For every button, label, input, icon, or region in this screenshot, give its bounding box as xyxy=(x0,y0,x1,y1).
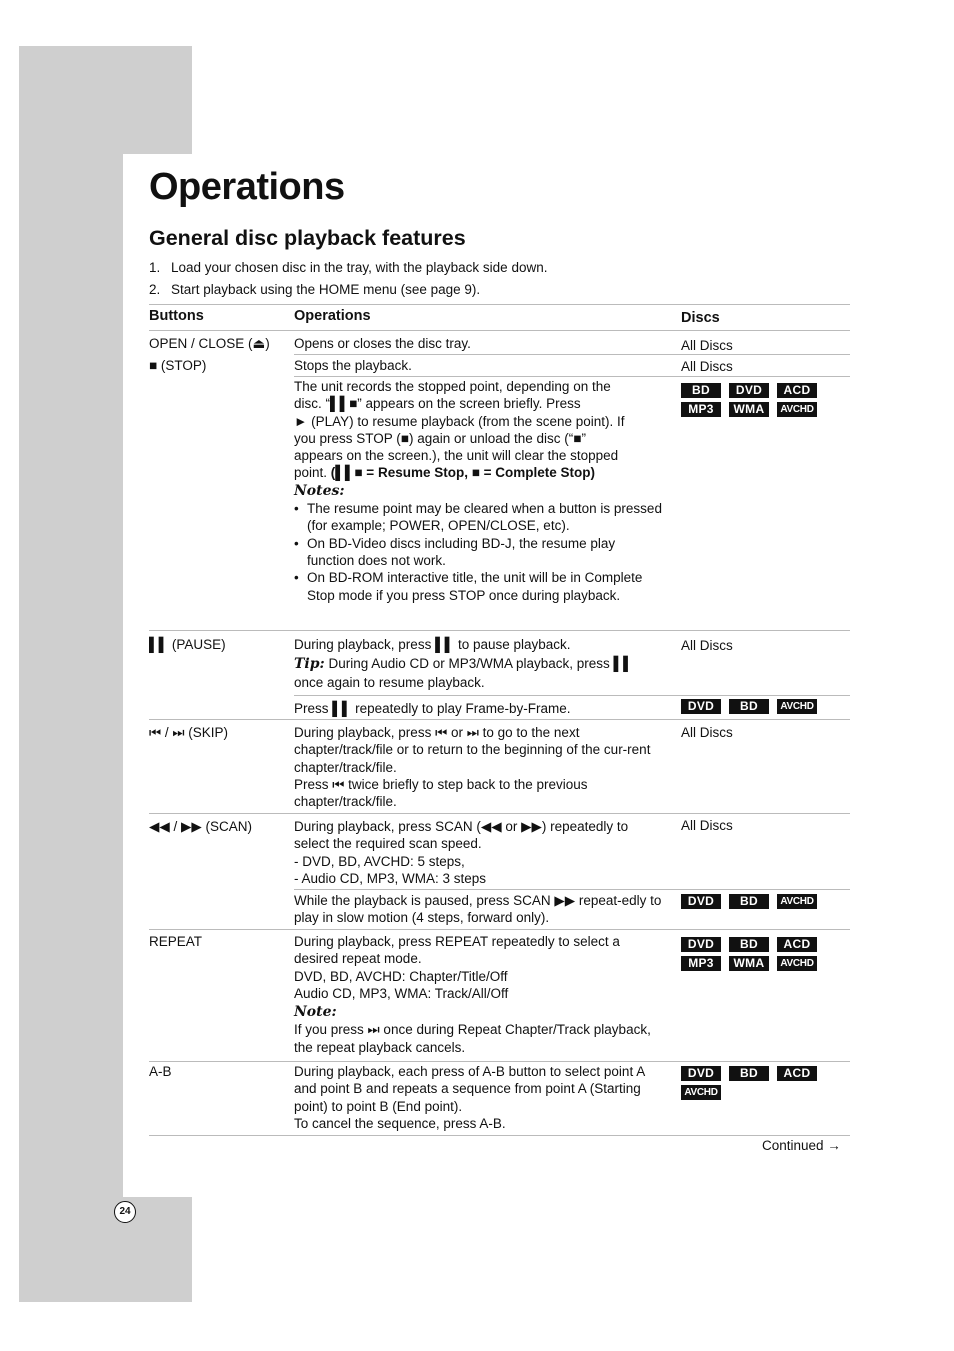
button-scan: ◀◀ / ▶▶ (SCAN) xyxy=(149,819,253,834)
button-repeat: REPEAT xyxy=(149,934,203,949)
table-top-rule xyxy=(149,304,850,305)
step-item: 1. Load your chosen disc in the tray, with the playback side down. xyxy=(149,260,548,275)
page-margin-bar xyxy=(19,46,123,1302)
tip-heading: Tip: xyxy=(294,656,325,673)
disc-badges-frame xyxy=(681,699,817,718)
header-buttons: Buttons xyxy=(149,308,204,324)
disc-badge: AVCHD xyxy=(681,1085,721,1100)
note-item: • On BD-ROM interactive title, the unit will be in Complete Stop mode if you press STOP once during playback. xyxy=(294,569,664,604)
op-stop: Stops the playback. xyxy=(294,358,412,373)
row-divider xyxy=(149,330,850,331)
disc-badge: DVD xyxy=(681,1066,721,1081)
disc-badge: ACD xyxy=(777,1066,817,1081)
disc-badge: BD xyxy=(681,383,721,398)
steps-list xyxy=(149,259,849,303)
disc-badge: MP3 xyxy=(681,402,721,417)
note-item: • On BD-Video discs including BD-J, the resume play function does not work. xyxy=(294,535,664,570)
op-scan: During playback, press SCAN (◀◀ or ▶▶) repeatedly to select the required scan speed. - DVD, BD, AVCHD: 5 steps, - Audio CD, MP3, WMA: 3 steps xyxy=(294,819,629,886)
section-title: General disc playback features xyxy=(149,226,466,250)
disc-badge: WMA xyxy=(729,402,769,417)
discs-stop: All Discs xyxy=(681,359,733,374)
step-item: 2. Start playback using the HOME menu (see page 9). xyxy=(149,282,481,297)
disc-badge: DVD xyxy=(681,937,721,952)
table-bottom-rule xyxy=(149,1135,850,1136)
button-pause: ▌▌ (PAUSE) xyxy=(149,637,226,652)
disc-badges-stop xyxy=(681,383,817,421)
op-a-b: During playback, each press of A-B button to select point A and point B and repeats a sequence from point A (Starting point) to point B (End point). To cancel the sequence, press A-B. xyxy=(294,1064,645,1131)
disc-badge: DVD xyxy=(681,894,721,909)
disc-badge: AVCHD xyxy=(777,956,817,971)
discs-scan: All Discs xyxy=(681,818,733,833)
disc-badge: BD xyxy=(729,1066,769,1081)
row-divider xyxy=(294,889,850,890)
disc-badge: ACD xyxy=(777,383,817,398)
discs-skip: All Discs xyxy=(681,725,733,740)
row-divider xyxy=(149,719,850,720)
disc-badge: BD xyxy=(729,699,769,714)
disc-badges-a-b xyxy=(681,1066,817,1104)
op-pause: During playback, press ▌▌ to pause playback. Tip: During Audio CD or MP3/WMA playback, press ▌▌ once again to resume playback. xyxy=(294,637,633,690)
button-a-b: A-B xyxy=(149,1064,172,1079)
button-open-close: OPEN / CLOSE (⏏) xyxy=(149,336,270,351)
note-item: • The resume point may be cleared when a button is pressed (for example; POWER, OPEN/CLOSE, etc). xyxy=(294,500,664,535)
disc-badge: BD xyxy=(729,937,769,952)
disc-badge: AVCHD xyxy=(777,699,817,714)
op-slow-motion: While the playback is paused, press SCAN ▶▶ repeat-edly to play in slow motion (4 steps, forward only). xyxy=(294,893,662,926)
op-repeat: During playback, press REPEAT repeatedly to select a desired repeat mode. DVD, BD, AVCHD: Chapter/Title/Off Audio CD, MP3, WMA: Track/All/Off Note: If you press ⏭ once during Repeat Chapter/Track playback, the repeat playback cancels. xyxy=(294,933,664,1056)
disc-badges-repeat xyxy=(681,937,817,975)
op-stop-resume: The unit records the stopped point, depending on the disc. “▌▌■” appears on the screen briefly. Press ► (PLAY) to resume playback (from the scene point). If you press STOP (■) again or unload the disc (“■” appears on the screen.), the unit will clear the stopped point. (▌▌■ = Resume Stop, ■ = Complete Stop) Notes: • The resume point may be cleared when a button is pressed (for example; POWER, OPEN/CLOSE, etc). • On BD-Video discs including BD-J, the resume play function does not work. • On BD-ROM interactive title, the unit will be in Complete Stop mode if you press STOP once during playback. xyxy=(294,378,664,604)
op-open-close: Opens or closes the disc tray. xyxy=(294,336,471,351)
button-skip: ⏮ / ⏭ (SKIP) xyxy=(149,725,229,740)
note-heading: Note: xyxy=(294,1004,337,1021)
disc-badge: BD xyxy=(729,894,769,909)
row-divider xyxy=(149,813,850,814)
row-divider xyxy=(294,376,850,377)
page-title: Operations xyxy=(149,166,345,208)
disc-badge: DVD xyxy=(681,699,721,714)
disc-badge: AVCHD xyxy=(777,894,817,909)
row-divider xyxy=(149,929,850,930)
discs-pause: All Discs xyxy=(681,638,733,653)
page-number: 24 xyxy=(114,1201,136,1223)
discs-open-close: All Discs xyxy=(681,338,733,353)
row-divider xyxy=(294,354,850,355)
row-divider xyxy=(294,695,850,696)
row-divider xyxy=(149,1061,850,1062)
disc-badge: WMA xyxy=(729,956,769,971)
op-frame-by-frame: Press ▌▌ repeatedly to play Frame-by-Frame. xyxy=(294,701,571,716)
disc-badges-slow xyxy=(681,894,817,913)
header-operations: Operations xyxy=(294,308,371,324)
header-discs: Discs xyxy=(681,310,720,326)
disc-badge: DVD xyxy=(729,383,769,398)
continued-label: Continued → xyxy=(762,1138,841,1153)
page-margin-tab-bottom xyxy=(19,1197,192,1302)
disc-badge: AVCHD xyxy=(777,402,817,417)
disc-badge: MP3 xyxy=(681,956,721,971)
button-stop: ■ (STOP) xyxy=(149,358,207,373)
row-divider xyxy=(149,630,850,631)
disc-badge: ACD xyxy=(777,937,817,952)
notes-heading: Notes: xyxy=(294,482,345,499)
op-skip: During playback, press ⏮ or ⏭ to go to the next chapter/track/file or to return to the beginning of the cur-rent chapter/track/file. Press ⏮ twice briefly to step back to the previous chapter/track/file. xyxy=(294,725,651,810)
